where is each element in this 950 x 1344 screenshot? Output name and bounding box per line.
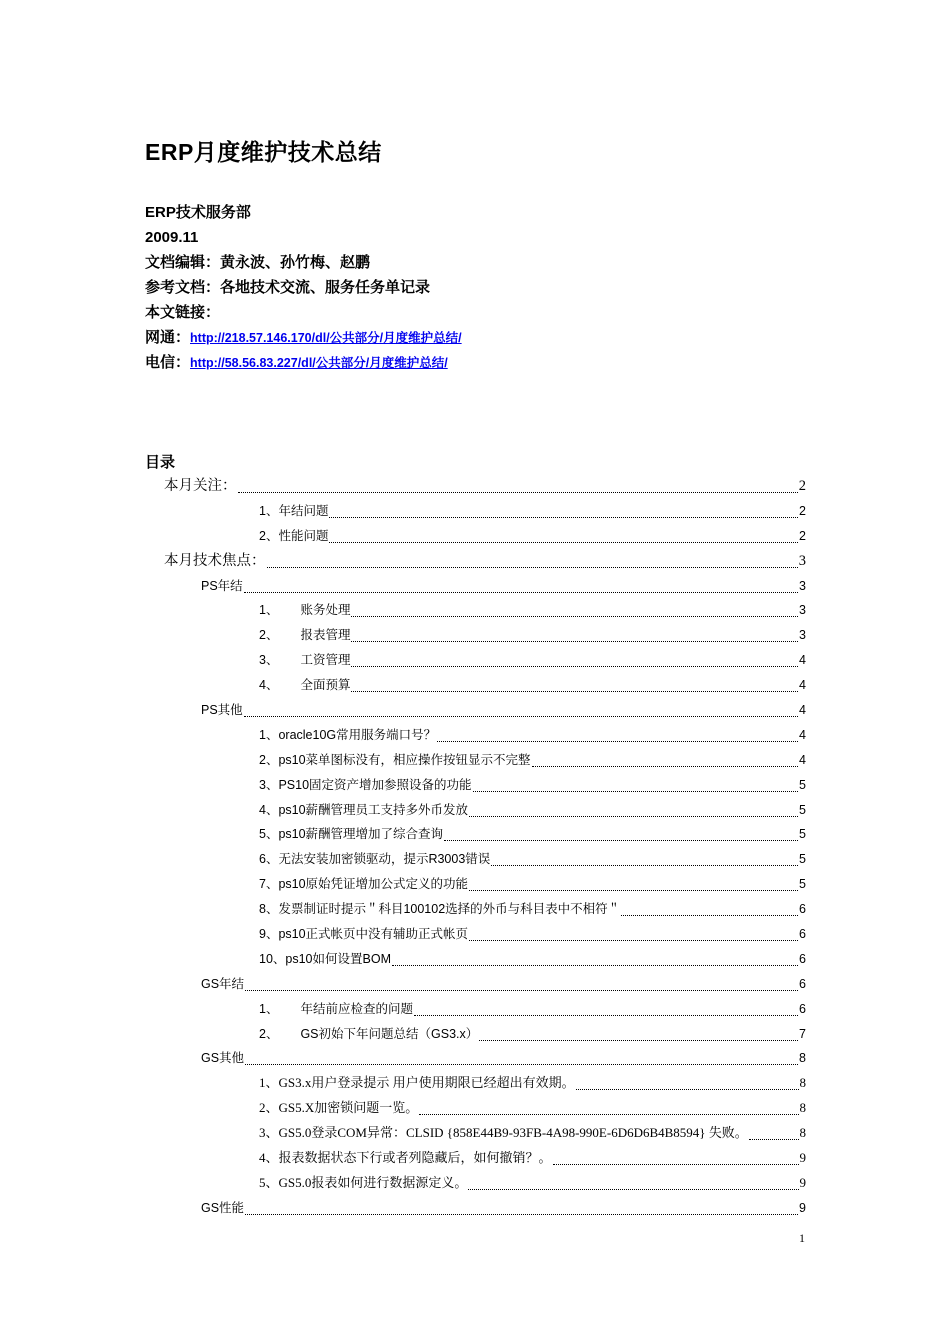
toc-entry-page: 5 (799, 802, 806, 817)
toc-entry-label (259, 897, 620, 922)
toc-entry-text: GS其他 (201, 1051, 245, 1066)
toc-entry[interactable] (145, 723, 806, 748)
toc-entry[interactable] (145, 1071, 806, 1096)
toc-entry[interactable] (145, 798, 806, 823)
toc-entry-text: GS年结 (201, 976, 245, 991)
toc-entry[interactable] (145, 474, 806, 499)
telecom-label: 电信： (145, 354, 191, 371)
toc-entry-text: PS其他 (201, 703, 243, 718)
toc-entry[interactable] (145, 524, 806, 549)
toc-entry-page: 4 (799, 752, 806, 767)
toc-entry-text: 10、ps10如何设置BOM (259, 951, 391, 966)
toc-entry[interactable] (145, 598, 806, 623)
toc-entry-text: 年结前应检查的问题 (300, 1001, 413, 1016)
toc-entry-text: 4、ps10薪酬管理员工支持多外币发放 (259, 802, 469, 817)
toc-entry-label (259, 1022, 478, 1047)
toc-entry-page: 2 (799, 503, 806, 518)
toc-leader-dots (469, 890, 798, 891)
toc-entry-page: 8 (799, 1051, 806, 1066)
toc-leader-dots (414, 1015, 798, 1016)
toc-entry[interactable] (145, 897, 806, 922)
toc-entry[interactable] (145, 972, 806, 997)
toc-entry-label (259, 847, 490, 872)
date: 2009.11 (145, 229, 199, 246)
toc-entry-label (201, 574, 243, 599)
netcom-link[interactable]: http://218.57.146.170/dl/公共部分/月度维护总结/ (190, 331, 462, 345)
toc-entry[interactable] (145, 698, 806, 723)
toc-entry-number: 2、 (259, 1026, 279, 1041)
toc-leader-dots (245, 1214, 798, 1215)
toc-leader-dots (351, 691, 798, 692)
toc-leader-dots (244, 592, 798, 593)
toc-entry-label (259, 1096, 418, 1121)
toc-entry[interactable] (145, 847, 806, 872)
toc-leader-dots (267, 567, 798, 568)
toc-entry-text: PS年结 (201, 578, 243, 593)
toc-entry-label (201, 972, 244, 997)
toc-entry-text: 9、ps10正式帐页中没有辅助正式帐页 (259, 927, 469, 942)
toc-entry-text: 2、ps10菜单图标没有，相应操作按钮显示不完整 (259, 752, 531, 767)
references: 参考文档：各地技术交流、服务任务单记录 (145, 279, 431, 296)
link-label: 本文链接： (145, 304, 221, 321)
toc-entry-label (259, 922, 468, 947)
toc-entry-label (259, 748, 531, 773)
toc-leader-dots (749, 1139, 799, 1140)
toc-leader-dots (419, 1114, 798, 1115)
toc-entry-page: 4 (799, 727, 806, 742)
toc-entry-text: 1、年结问题 (259, 503, 329, 518)
toc-entry[interactable] (145, 773, 806, 798)
toc-entry[interactable] (145, 549, 806, 574)
toc-entry-label (259, 1171, 467, 1196)
toc-entry-label (259, 648, 350, 673)
toc-leader-dots (437, 741, 798, 742)
toc-entry[interactable] (145, 748, 806, 773)
document-meta (145, 200, 462, 375)
toc-entry-label (259, 598, 350, 623)
toc-entry[interactable] (145, 872, 806, 897)
toc-entry-number: 1、 (259, 1001, 279, 1016)
toc-entry-page: 6 (799, 976, 806, 991)
toc-entry-text: 6、无法安装加密锁驱动，提示R3003错误 (259, 852, 491, 867)
telecom-link-row (145, 350, 462, 375)
toc-entry-page: 9 (799, 1200, 806, 1215)
toc-entry[interactable] (145, 648, 806, 673)
toc-entry-label (164, 474, 237, 499)
netcom-link-row (145, 325, 462, 350)
toc-entry-number: 4、 (259, 678, 279, 693)
toc-leader-dots (238, 492, 798, 493)
toc-entry[interactable] (145, 922, 806, 947)
toc-entry-label (259, 1071, 575, 1096)
toc-entry-text: 3、GS5.0登录COM异常：CLSID {858E44B9-93FB-4A98-990E-6D6D6B4B8594} 失败。 (259, 1125, 748, 1141)
toc-entry-label (201, 1046, 244, 1071)
toc-leader-dots (244, 716, 798, 717)
toc-entry-text: 3、PS10固定资产增加参照设备的功能 (259, 777, 472, 792)
toc-entry-text: 本月技术焦点： (164, 552, 266, 569)
toc-entry-label (259, 1146, 552, 1171)
editors: 文档编辑：黄永波、孙竹梅、赵鹏 (145, 254, 371, 271)
toc-entry[interactable] (145, 499, 806, 524)
toc-entry-page: 5 (799, 827, 806, 842)
toc-entry-page: 2 (798, 478, 806, 494)
toc-entry-page: 5 (799, 852, 806, 867)
toc-leader-dots (329, 517, 798, 518)
toc-leader-dots (469, 816, 798, 817)
toc-entry-page: 3 (799, 628, 806, 643)
toc-leader-dots (351, 666, 798, 667)
toc-entry[interactable] (145, 1096, 806, 1121)
toc-entry-text: 2、GS5.X加密锁问题一览。 (259, 1100, 419, 1116)
toc-leader-dots (479, 1040, 798, 1041)
toc-entry-text: 全面预算 (300, 678, 351, 693)
netcom-label: 网通： (145, 329, 191, 346)
toc-entry-page: 3 (799, 578, 806, 593)
toc-entry-page: 9 (799, 1150, 806, 1166)
toc-entry-text: 1、oracle10G常用服务端口号？ (259, 727, 437, 742)
toc-entry-page: 4 (799, 678, 806, 693)
toc-entry[interactable] (145, 997, 806, 1022)
toc-entry[interactable] (145, 822, 806, 847)
toc-entry-label (259, 822, 443, 847)
toc-entry-label (201, 1196, 244, 1221)
toc-entry[interactable] (145, 1046, 806, 1071)
toc-entry-page: 6 (799, 951, 806, 966)
toc-entry-label (259, 673, 350, 698)
toc-entry-text: 账务处理 (300, 603, 351, 618)
toc-leader-dots (532, 766, 798, 767)
toc-entry-text: 5、GS5.0报表如何进行数据源定义。 (259, 1174, 468, 1190)
toc-entry-text: 1、GS3.x用户登录提示 用户使用期限已经超出有效期。 (259, 1075, 575, 1091)
toc-entry-number: 3、 (259, 653, 279, 668)
toc-leader-dots (473, 791, 799, 792)
toc-entry-label (259, 997, 413, 1022)
toc-entry-page: 5 (799, 777, 806, 792)
toc-entry[interactable] (145, 1171, 806, 1196)
toc-entry[interactable] (145, 1146, 806, 1171)
toc-entry-text: 7、ps10原始凭证增加公式定义的功能 (259, 877, 469, 892)
department: ERP技术服务部 (145, 204, 251, 221)
toc-entry-label (259, 773, 472, 798)
telecom-link[interactable]: http://58.56.83.227/dl/公共部分/月度维护总结/ (190, 356, 448, 370)
toc-entry-label (259, 499, 328, 524)
toc-entry-text: 5、ps10薪酬管理增加了综合查询 (259, 827, 444, 842)
toc-entry-label (259, 947, 391, 972)
toc-entry-text: 2、性能问题 (259, 528, 329, 543)
toc-entry-page: 8 (799, 1125, 806, 1141)
table-of-contents (145, 474, 806, 1221)
toc-entry-page: 6 (799, 902, 806, 917)
toc-entry-text: 4、报表数据状态下行或者列隐藏后，如何撤销？。 (259, 1150, 552, 1166)
toc-entry-page: 7 (799, 1026, 806, 1041)
toc-leader-dots (491, 865, 798, 866)
toc-entry-label (259, 623, 350, 648)
page-number: 1 (799, 1231, 805, 1245)
toc-entry-text: 报表管理 (300, 628, 351, 643)
toc-entry-label (201, 698, 243, 723)
toc-leader-dots (469, 940, 798, 941)
toc-entry-page: 8 (799, 1100, 806, 1116)
toc-leader-dots (468, 1189, 798, 1190)
toc-entry-text: 本月关注： (164, 478, 237, 494)
toc-leader-dots (245, 990, 798, 991)
toc-entry[interactable] (145, 947, 806, 972)
toc-entry-page: 3 (799, 603, 806, 618)
toc-leader-dots (392, 965, 798, 966)
toc-entry-page: 6 (799, 1001, 806, 1016)
toc-entry[interactable] (145, 1022, 806, 1047)
toc-entry-text: 工资管理 (300, 653, 351, 668)
toc-entry-text: GS初始下年问题总结（GS3.x） (300, 1026, 479, 1041)
toc-entry-page: 5 (799, 877, 806, 892)
toc-entry-page: 4 (799, 653, 806, 668)
toc-entry[interactable] (145, 623, 806, 648)
toc-entry[interactable] (145, 673, 806, 698)
toc-entry-label (259, 872, 468, 897)
toc-leader-dots (444, 840, 798, 841)
toc-entry-page: 2 (799, 528, 806, 543)
toc-leader-dots (621, 915, 798, 916)
toc-leader-dots (351, 616, 798, 617)
toc-entry-page: 8 (799, 1075, 806, 1091)
toc-leader-dots (553, 1164, 799, 1165)
toc-entry-page: 9 (799, 1174, 806, 1190)
toc-leader-dots (351, 641, 798, 642)
toc-entry-label (259, 723, 436, 748)
toc-leader-dots (329, 542, 798, 543)
document-title: ERP月度维护技术总结 (145, 139, 382, 165)
toc-entry-number: 2、 (259, 628, 279, 643)
toc-entry-page: 4 (799, 703, 806, 718)
toc-entry-label (259, 798, 468, 823)
toc-leader-dots (576, 1089, 799, 1090)
toc-entry-label (259, 1121, 748, 1146)
toc-entry-text: 8、发票制证时提示＂科目100102选择的外币与科目表中不相符＂ (259, 902, 621, 917)
toc-entry-number: 1、 (259, 603, 279, 618)
toc-entry-label (259, 524, 328, 549)
toc-entry[interactable] (145, 574, 806, 599)
toc-entry-page: 3 (798, 552, 806, 569)
toc-entry[interactable] (145, 1121, 806, 1146)
toc-entry[interactable] (145, 1196, 806, 1221)
toc-leader-dots (245, 1064, 798, 1065)
toc-entry-page: 6 (799, 927, 806, 942)
toc-entry-text: GS性能 (201, 1200, 245, 1215)
toc-entry-label (164, 549, 266, 574)
toc-heading: 目录 (145, 454, 176, 471)
